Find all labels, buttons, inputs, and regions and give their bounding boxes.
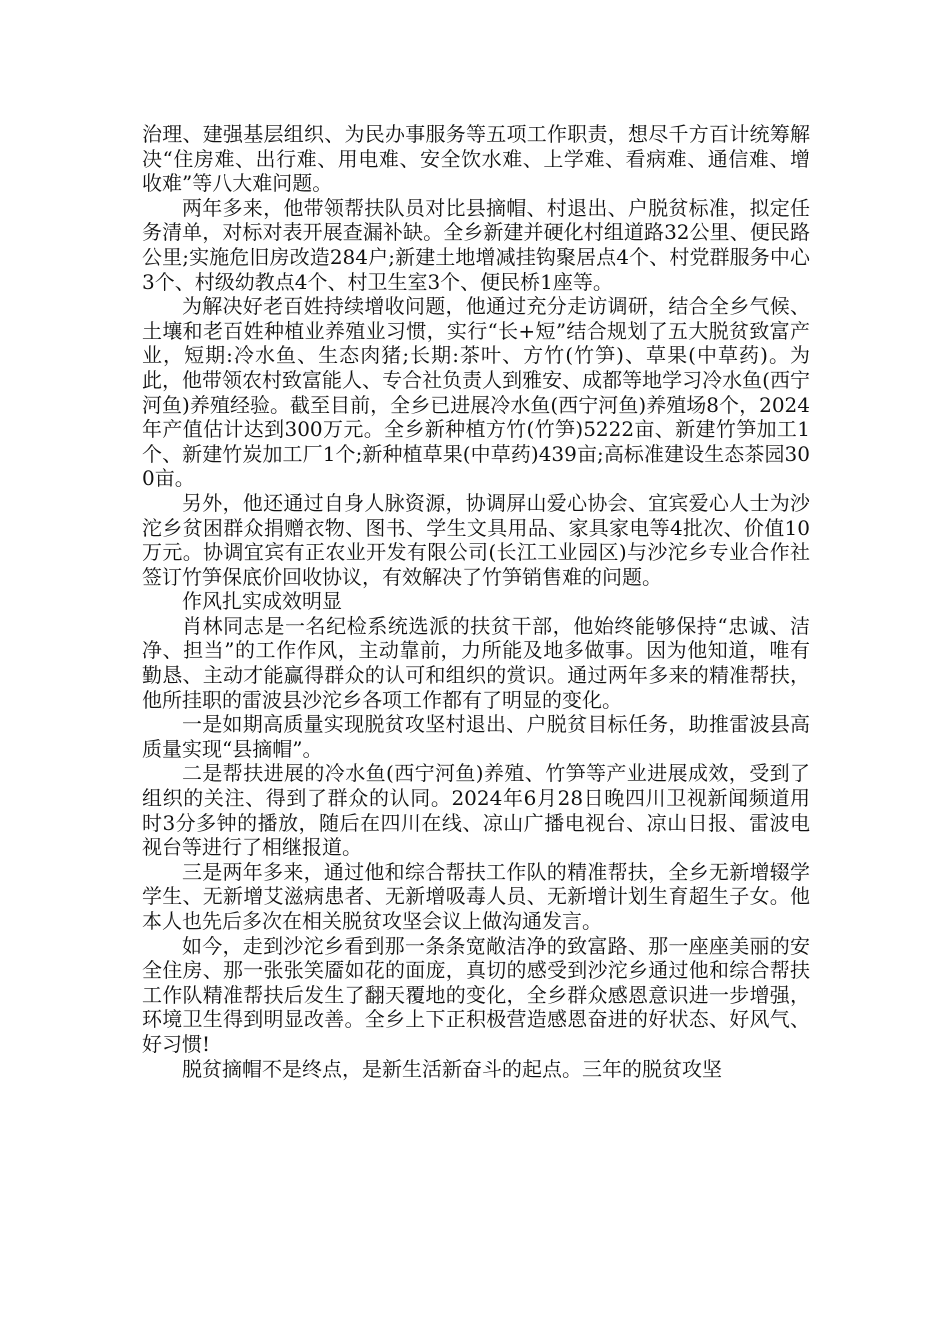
paragraph-point-three: 三是两年多来，通过他和综合帮扶工作队的精准帮扶，全乡无新增辍学学生、无新增艾滋病患者、无新增吸毒人员、无新增计划生育超生子女。他本人也先后多次在相关脱贫攻坚会议上做沟通发言。: [142, 859, 810, 933]
paragraph-work-style: 肖林同志是一名纪检系统选派的扶贫干部，他始终能够保持“忠诚、洁净、担当”的工作作风，主动靠前，力所能及地多做事。因为他知道，唯有勤恳、主动才能赢得群众的认可和组织的赏识。通过两年多来的精准帮扶，他所挂职的雷波县沙沱乡各项工作都有了明显的变化。: [142, 613, 810, 712]
paragraph-closing: 脱贫摘帽不是终点，是新生活新奋斗的起点。三年的脱贫攻坚: [182, 1056, 722, 1081]
paragraph-today: 如今，走到沙沱乡看到那一条条宽敞洁净的致富路、那一座座美丽的安全住房、那一张张笑靥如花的面庞，真切的感受到沙沱乡通过他和综合帮扶工作队精准帮扶后发生了翻天覆地的变化，全乡群众感恩意识进一步增强，环境卫生得到明显改善。全乡上下正积极营造感恩奋进的好状态、好风气、好习惯!: [142, 933, 810, 1056]
paragraph-industry: 为解决好老百姓持续增收问题，他通过充分走访调研，结合全乡气候、土壤和老百姓种植业养殖业习惯，实行“长+短”结合规划了五大脱贫致富产业，短期:冷水鱼、生态肉猪;长期:茶叶、方竹(竹笋)、草果(中草药)。为此，他带领农村致富能人、专合社负责人到雅安、成都等地学习冷水鱼(西宁河鱼)养殖经验。截至目前，全乡已进展冷水鱼(西宁河鱼)养殖场8个，2024年产值估计达到300万元。全乡新种植方竹(竹笋)5222亩、新建竹笋加工1个、新建竹炭加工厂1个;新种植草果(中草药)439亩;高标准建设生态茶园300亩。: [142, 294, 810, 491]
paragraph-donations: 另外，他还通过自身人脉资源，协调屏山爱心协会、宜宾爱心人士为沙沱乡贫困群众捐赠衣物、图书、学生文具用品、家具家电等4批次、价值10万元。协调宜宾有正农业开发有限公司(长江工业园区)与沙沱乡专业合作社签订竹笋保底价回收协议，有效解决了竹笋销售难的问题。: [142, 490, 810, 589]
paragraph-point-one: 一是如期高质量实现脱贫攻坚村退出、户脱贫目标任务，助推雷波县高质量实现“县摘帽”。: [142, 712, 810, 761]
paragraph-point-two: 二是帮扶进展的冷水鱼(西宁河鱼)养殖、竹笋等产业进展成效，受到了组织的关注、得到了群众的认同。2024年6月28日晚四川卫视新闻频道用时3分多钟的播放，随后在四川在线、凉山广播电视台、凉山日报、雷波电视台等进行了相继报道。: [142, 761, 810, 860]
document-body: [142, 122, 810, 1081]
paragraph-infrastructure: 两年多来，他带领帮扶队员对比县摘帽、村退出、户脱贫标准，拟定任务清单，对标对表开展查漏补缺。全乡新建并硬化村组道路32公里、便民路公里;实施危旧房改造284户;新建土地增减挂钩聚居点4个、村党群服务中心3个、村级幼教点4个、村卫生室3个、便民桥1座等。: [142, 195, 810, 294]
paragraph-continued: 治理、建强基层组织、为民办事服务等五项工作职责，想尽千方百计统筹解决“住房难、出行难、用电难、安全饮水难、上学难、看病难、通信难、增收难”等八大难问题。: [142, 122, 810, 196]
section-heading: 作风扎实成效明显: [182, 589, 342, 614]
